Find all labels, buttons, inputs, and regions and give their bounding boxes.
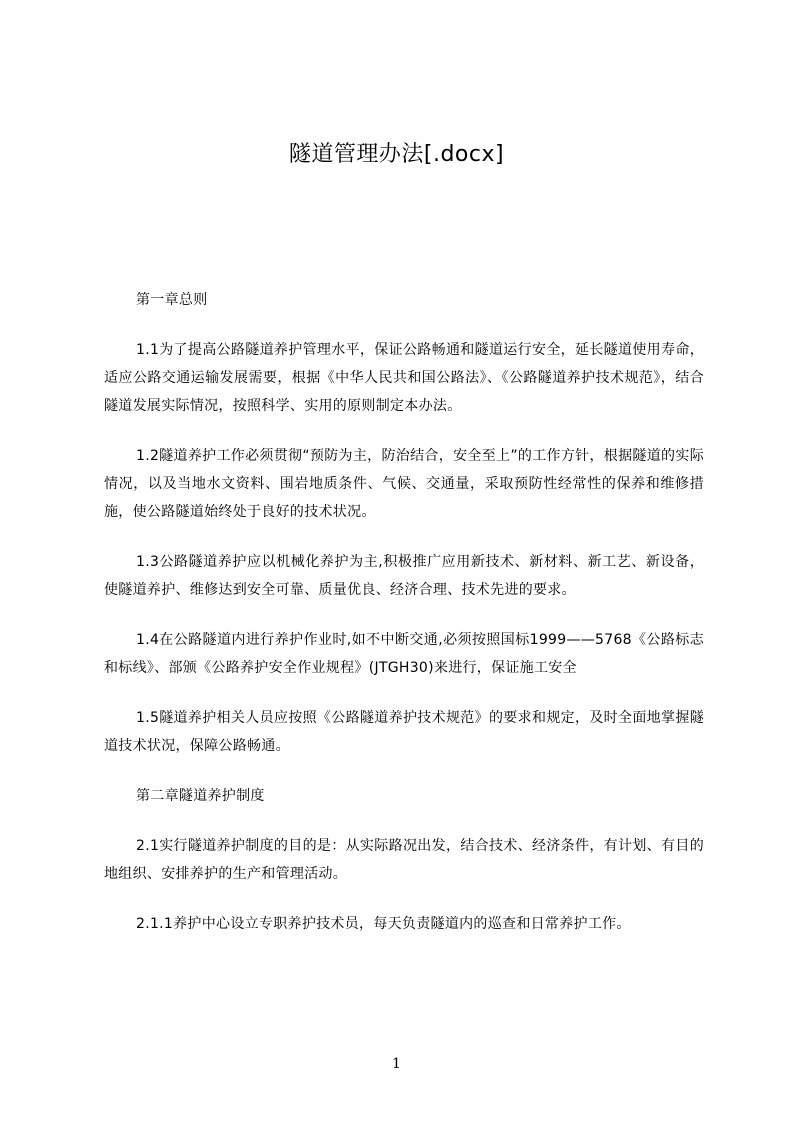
- page-number: 1: [392, 1056, 401, 1072]
- paragraph: 1.5隧道养护相关人员应按照《公路隧道养护技术规范》的要求和规定，及时全面地掌握隧道技术状况，保障公路畅通。: [104, 710, 704, 754]
- chapter-heading: 第一章总则: [136, 292, 208, 308]
- chapter-heading: 第二章隧道养护制度: [136, 788, 265, 804]
- paragraph: 1.1为了提高公路隧道养护管理水平，保证公路畅通和隧道运行安全，延长隧道使用寿命，适应公路交通运输发展需要，根据《中华人民共和国公路法》、《公路隧道养护技术规范》，结合隧道发展实际情况，按照科学、实用的原则制定本办法。: [104, 342, 704, 414]
- document-body: [104, 286, 704, 960]
- paragraph: 1.3公路隧道养护应以机械化养护为主,积极推广应用新技术、新材料、新工艺、新设备，使隧道养护、维修达到安全可靠、质量优良、经济合理、技术先进的要求。: [104, 554, 704, 598]
- paragraph: 1.2隧道养护工作必须贯彻“预防为主，防治结合，安全至上”的工作方针，根据隧道的实际情况，以及当地水文资料、围岩地质条件、气候、交通量，采取预防性经常性的保养和维修措施，使公路隧道始终处于良好的技术状况。: [104, 448, 704, 520]
- paragraph: 2.1.1养护中心设立专职养护技术员，每天负责隧道内的巡查和日常养护工作。: [136, 916, 631, 932]
- document-title: 隧道管理办法[.docx]: [288, 142, 505, 167]
- paragraph: 2.1实行隧道养护制度的目的是：从实际路况出发，结合技术、经济条件，有计划、有目的地组织、安排养护的生产和管理活动。: [104, 838, 704, 882]
- paragraph: 1.4在公路隧道内进行养护作业时,如不中断交通,必须按照国标1999——5768《公路标志和标线》、部颁《公路养护安全作业规程》(JTGH30)来进行，保证施工安全: [104, 632, 704, 676]
